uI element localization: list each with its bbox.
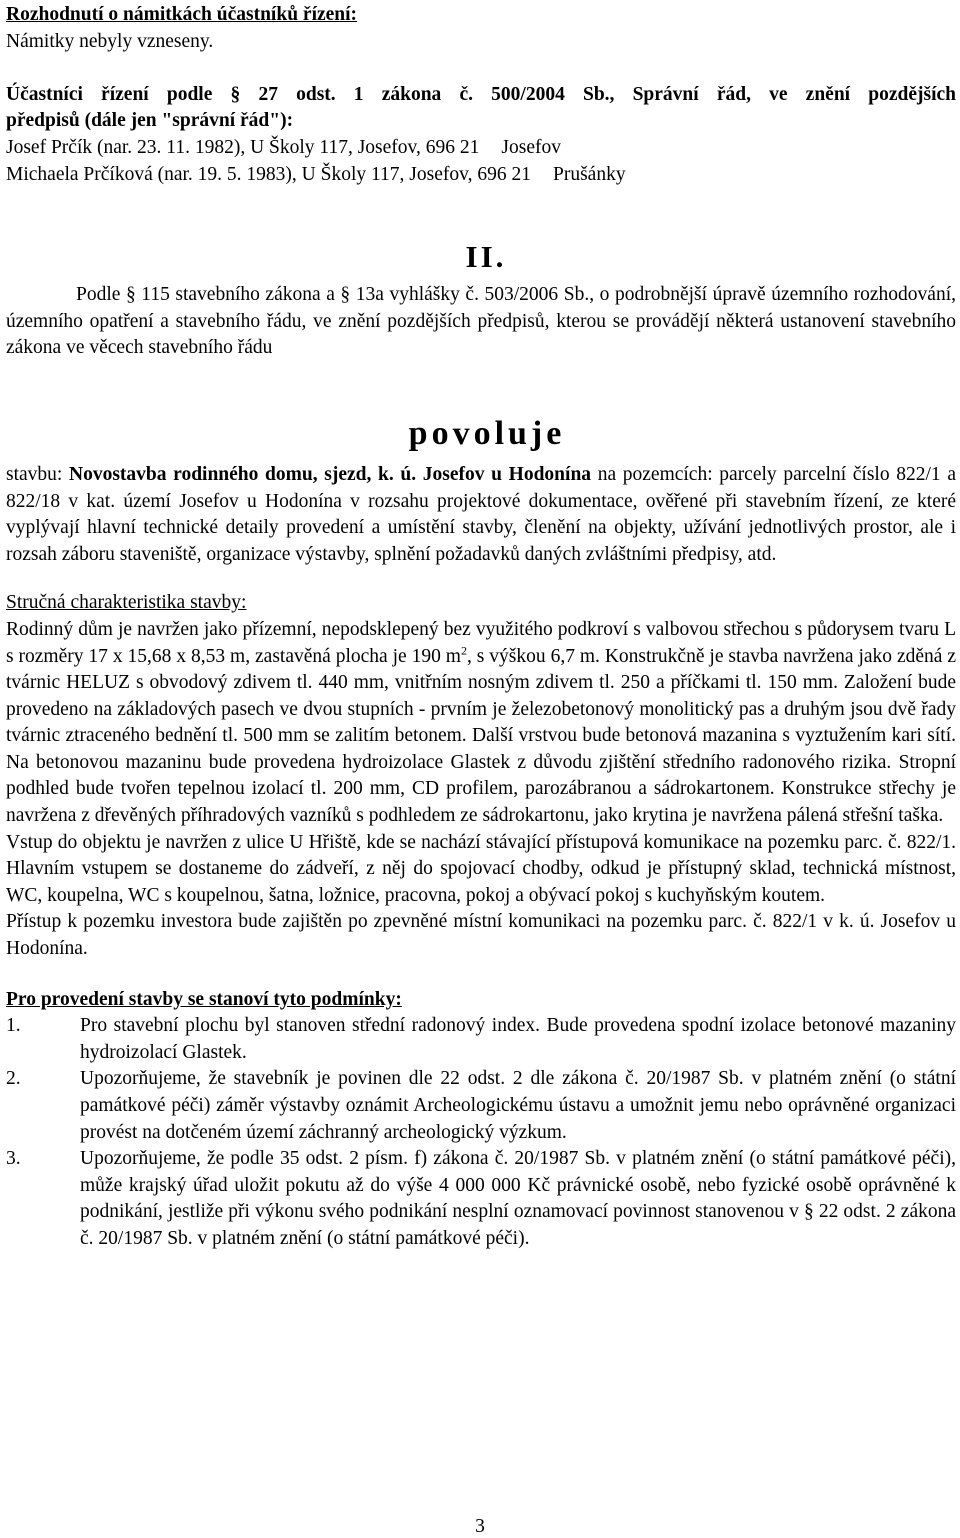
condition-item <box>6 1146 956 1252</box>
objections-heading: Rozhodnutí o námitkách účastníků řízení: <box>6 4 358 25</box>
characteristics-paragraph-3: Přístup k pozemku investora bude zajištěn po zpevněné místní komunikaci na pozemku parc. č. 822/1 v k. ú. Josefov u Hodonína. <box>6 911 956 960</box>
condition-number: 2. <box>6 1068 21 1090</box>
participant-1 <box>6 135 956 162</box>
participant-2-municipality: Prušánky <box>552 163 626 185</box>
participant-2-detail: Michaela Prčíková (nar. 19. 5. 1983), U Školy 117, Josefov, 696 21 <box>6 163 531 185</box>
objections-text: Námitky nebyly vzneseny. <box>6 30 214 52</box>
conditions-list <box>6 1013 956 1252</box>
page-number: 3 <box>475 1516 485 1537</box>
permit-prefix: stavbu: <box>6 463 69 485</box>
characteristics-paragraph-2: Vstup do objektu je navržen z ulice U Hřiště, kde se nachází stávající přístupová komunikace na pozemku parc. č. 822/1. Hlavním vstupem se dostaneme do zádveří, z něj do spojovací chodby, odkud je přístupný sklad, technická místnost, WC, koupelna, WC s koupelnou, šatna, ložnice, pracovna, pokoj a obývací pokoj s kuchyňským koutem. <box>6 831 956 906</box>
participants-heading-line2: předpisů (dále jen "správní řád"): <box>6 110 294 132</box>
characteristics-heading: Stručná charakteristika stavby: <box>6 592 247 614</box>
verdict-heading: povoluje <box>408 414 566 452</box>
characteristics-p1-end: , s výškou 6,7 m. Konstrukčně je stavba navržena jako zděná z tvárnic HELUZ s obvodový zdivem tl. 440 mm, vnitřním nosným zdivem tl. 250 a příčkami tl. 150 mm. Založení bude provedeno na základových pasech ve dvou stupních - prvním je železobetonový monolitický pas a druhým jsou dvě řady tvárnic ztraceného bednění tl. 500 mm se zalitím betonem. Další vrstvou bude betonová mazanina s vyztužením kari sítí. Na betonovou mazaninu bude provedena hydroizolace Glastek z důvodu zjištění středního radonového rizika. Stropní podhled bude tvořen tepelnou izolací tl. 200 mm, CD profilem, parozábranou a sádrokartonem. Konstrukce střechy je navržena z dřevěných příhradových vazníků s podhledem ze sádrokartonu, jako krytina je navržena pálená střešní taška. <box>6 645 956 827</box>
condition-text: Upozorňujeme, že stavebník je povinen dle 22 odst. 2 dle zákona č. 20/1987 Sb. v platném znění (o státní památkové péči) záměr výstavby oznámit Archeologickému ústavu a umožnit jemu nebo oprávněné organizaci provést na dotčeném území záchranný archeologický výzkum. <box>80 1068 956 1143</box>
participant-2 <box>6 162 956 189</box>
condition-number: 3. <box>6 1148 21 1170</box>
characteristics-p1-start: Rodinný dům je navržen jako přízemní, nepodsklepený bez využitého podkroví s valbovou střechou s půdorysem tvaru L s rozměry 17 x 15,68 x 8,53 m, zastavěná plocha je 190 m <box>6 618 956 667</box>
section-number: II. <box>465 239 507 275</box>
condition-item <box>6 1066 956 1146</box>
legal-basis: Podle § 115 stavebního zákona a § 13a vyhlášky č. 503/2006 Sb., o podrobnější úpravě územního rozhodování, územního opatření a stavebního řádu, ve znění pozdějších předpisů, kterou se provádějí některá ustanovení stavebního zákona ve věcech stavebního řádu <box>6 284 956 359</box>
permit-text <box>6 462 956 568</box>
permit-building: Novostavba rodinného domu, sjezd, k. ú. Josefov u Hodonína <box>68 463 592 485</box>
participant-1-municipality: Josefov <box>501 136 561 158</box>
condition-item <box>6 1013 956 1066</box>
condition-number: 1. <box>6 1015 21 1037</box>
participants-heading-line1: Účastníci řízení podle § 27 odst. 1 zákona č. 500/2004 Sb., Správní řád, ve znění pozdějších <box>6 83 956 105</box>
conditions-heading: Pro provedení stavby se stanoví tyto podmínky: <box>6 988 402 1010</box>
participant-1-detail: Josef Prčík (nar. 23. 11. 1982), U Školy 117, Josefov, 696 21 <box>6 136 480 158</box>
characteristics-paragraph-1 <box>6 617 956 830</box>
permit-rest: na pozemcích: parcely parcelní číslo 822/1 a 822/18 v kat. území Josefov u Hodonína v rozsahu projektové dokumentace, ověřené při stavebním řízení, ze které vyplývají hlavní technické detaily provedení a umístění stavby, členění na objekty, užívání jednotlivých prostor, ale i rozsah záboru staveniště, organizace výstavby, splnění požadavků daných zvláštními předpisy, atd. <box>6 463 956 565</box>
condition-text: Upozorňujeme, že podle 35 odst. 2 písm. f) zákona č. 20/1987 Sb. v platném znění (o státní památkové péči), může krajský úřad uložit pokutu až do výše 4 000 000 Kč právnické osobě, nebo fyzické osobě oprávněné k podnikání, jestliže při výkonu svého podnikání nesplní oznamovací povinnost stanovenou v § 22 odst. 2 zákona č. 20/1987 Sb. v platném znění (o státní památkové péči). <box>80 1148 956 1249</box>
condition-text: Pro stavební plochu byl stanoven střední radonový index. Bude provedena spodní izolace betonové mazaniny hydroizolací Glastek. <box>80 1015 956 1063</box>
area-superscript: 2 <box>460 643 467 657</box>
document-page <box>6 2 956 1253</box>
